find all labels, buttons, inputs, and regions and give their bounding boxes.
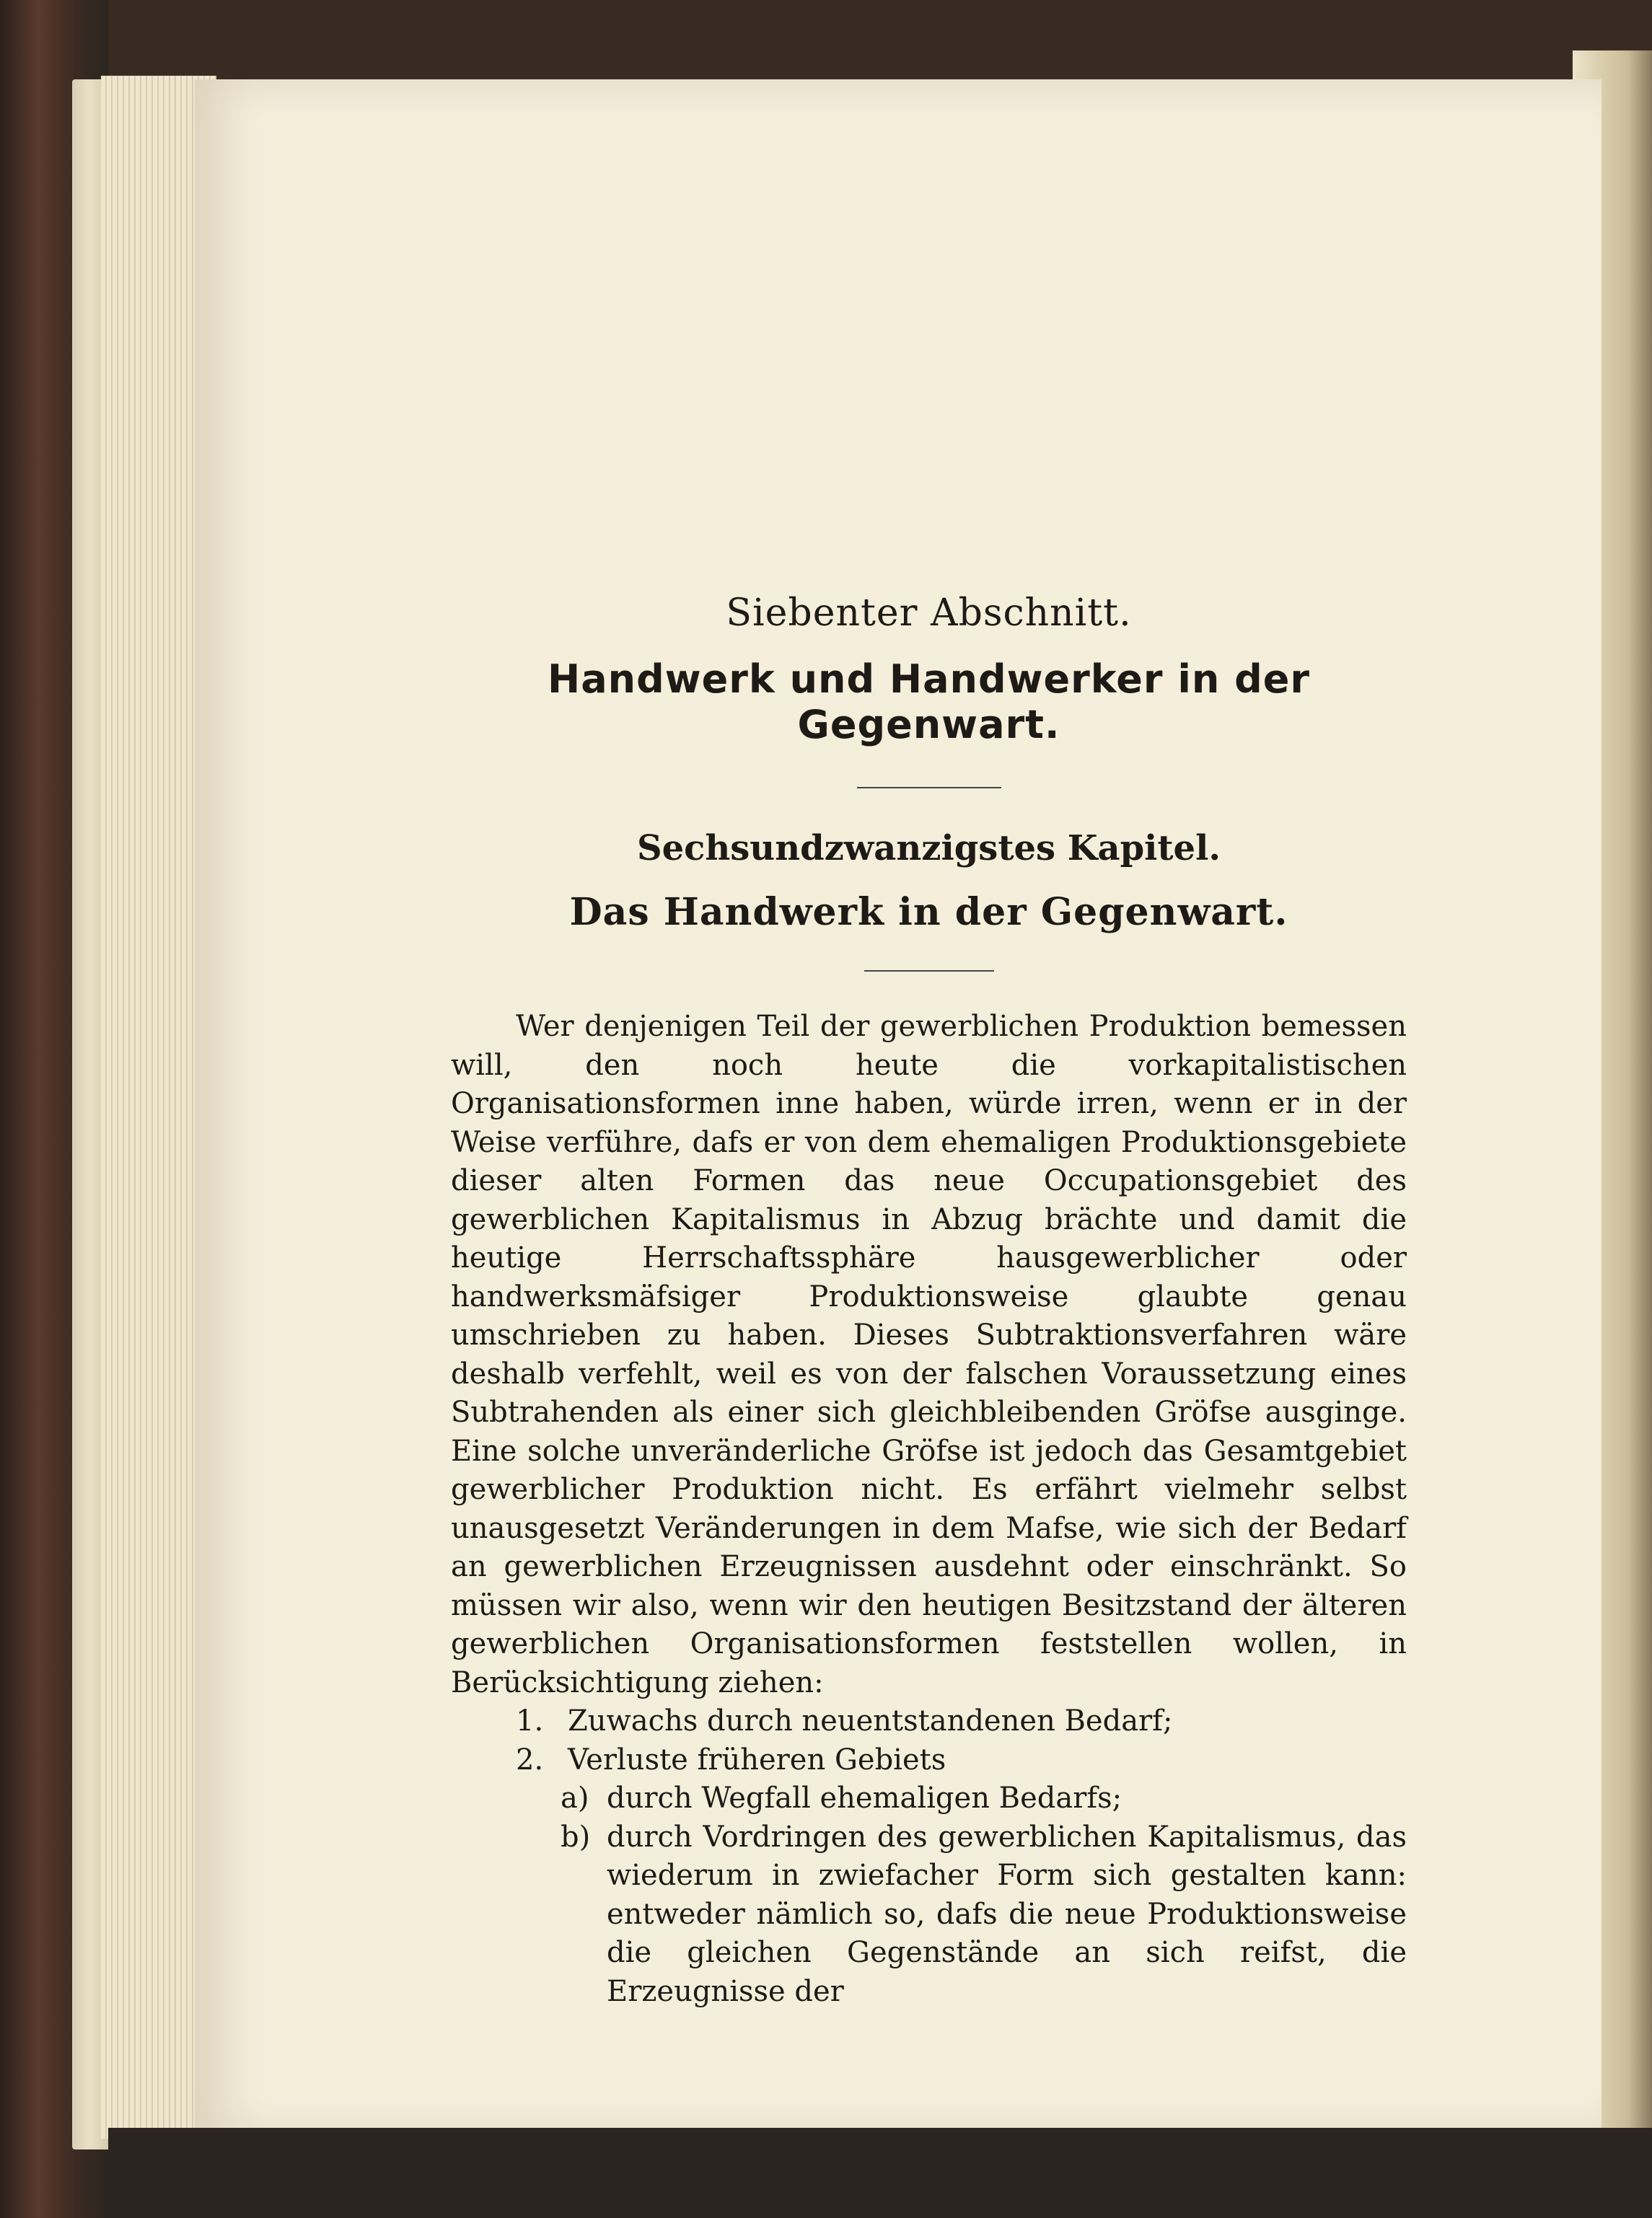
list-item-text: Zuwachs durch neuentstandenen Bedarf; — [568, 1704, 1173, 1738]
bottom-shadow — [108, 2128, 1652, 2218]
divider-rule-2 — [864, 970, 994, 972]
sublist-item-text: durch Vordringen des gewerblichen Kapitalismus, das wiederum in zwiefacher Form sich gestalten kann: entweder nämlich so, dafs die neue Produktionsweise die gleichen Gegenstände an sich reifst, die Erzeugnisse der — [607, 1820, 1407, 2008]
sublist-item-letter: a) — [561, 1782, 589, 1815]
page-content — [451, 591, 1407, 2011]
section-label: Siebenter Abschnitt. — [726, 591, 1132, 635]
sublist-item-letter: b) — [561, 1820, 591, 1854]
list-item-text: Verluste früheren Gebiets — [568, 1743, 946, 1777]
section-title: Handwerk und Handwerker in der Gegenwart. — [548, 656, 1310, 747]
list-item-number: 2. — [516, 1743, 544, 1777]
sublist-item-text: durch Wegfall ehemaligen Bedarfs; — [607, 1782, 1122, 1815]
chapter-title: Das Handwerk in der Gegenwart. — [569, 890, 1288, 934]
chapter-label: Sechsundzwanzigstes Kapitel. — [636, 828, 1221, 868]
body-paragraph: Wer denjenigen Teil der gewerblichen Produktion bemessen will, den noch heute die vorkapitalistischen Organisationsformen inne haben, würde irren, wenn er in der Weise verführe, dafs er von dem ehemaligen Produktionsgebiete dieser alten Formen das neue Occupationsgebiet des gewerblichen Kapitalismus in Abzug brächte und damit die heutige Herrschaftssphäre hausgewerblicher oder handwerksmäfsiger Produktionsweise glaubte genau umschrieben zu haben. Dieses Subtraktionsverfahren wäre deshalb verfehlt, weil es von der falschen Voraussetzung eines Subtrahenden als einer sich gleichbleibenden Gröfse ausginge. Eine solche unveränderliche Gröfse ist jedoch das Gesamtgebiet gewerblicher Produktion nicht. Es erfährt vielmehr selbst unausgesetzt Veränderungen in dem Mafse, wie sich der Bedarf an gewerblichen Erzeugnissen ausdehnt oder einschränkt. So müssen wir also, wenn wir den heutigen Besitzstand der älteren gewerblichen Organisationsformen feststellen wollen, in Berücksichtigung ziehen: — [451, 1010, 1407, 1699]
list-item — [451, 1702, 1407, 1741]
list-main — [451, 1702, 1407, 2011]
list-item-number: 1. — [516, 1704, 544, 1738]
sublist-item — [451, 1818, 1407, 2012]
divider-rule — [857, 787, 1001, 788]
list-item — [451, 1741, 1407, 1780]
sublist-item — [451, 1779, 1407, 1818]
